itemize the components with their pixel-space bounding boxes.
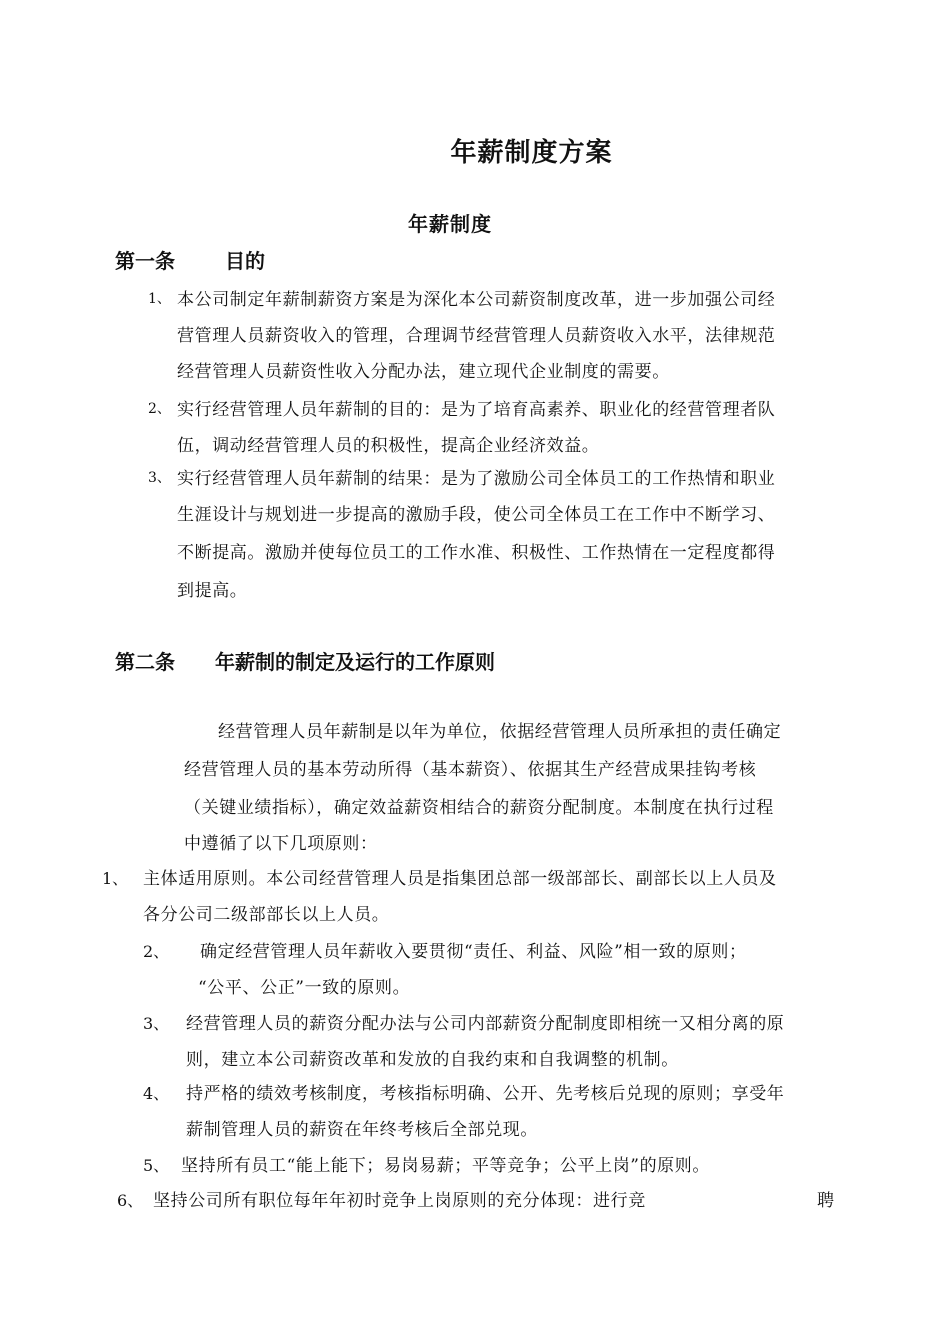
paragraph-line: 聘 (817, 1191, 835, 1211)
paragraph-line: 各分公司二级部部长以上人员。 (143, 905, 390, 925)
list-marker: 5、 (143, 1156, 170, 1175)
paragraph-line: 伍，调动经营管理人员的积极性，提高企业经济效益。 (177, 436, 600, 456)
list-marker: 1、 (102, 869, 129, 888)
paragraph-line: 薪制管理人员的薪资在年终考核后全部兑现。 (186, 1120, 538, 1140)
article-1-title: 目的 (225, 249, 265, 273)
intro-line: 中遵循了以下几项原则： (184, 834, 378, 854)
document-title: 年薪制度方案 (450, 138, 613, 168)
intro-line: （关键业绩指标），确定效益薪资相结合的薪资分配制度。本制度在执行过程 (184, 798, 774, 818)
article-2-title: 年薪制的制定及运行的工作原则 (215, 650, 495, 674)
article-1-heading (115, 245, 175, 274)
list-marker: 2、 (148, 401, 171, 417)
paragraph-line: 实行经营管理人员年薪制的目的：是为了培育高素养、职业化的经营管理者队 (177, 400, 776, 420)
list-marker: 6、 (117, 1191, 144, 1210)
paragraph-line: “公平、公正”一致的原则。 (198, 978, 411, 998)
paragraph-line: 则，建立本公司薪资改革和发放的自我约束和自我调整的机制。 (186, 1050, 679, 1070)
article-1-number: 第一条 (115, 249, 175, 273)
paragraph-line: 坚持公司所有职位每年年初时竞争上岗原则的充分体现：进行竞 (153, 1191, 646, 1211)
list-marker: 2、 (143, 942, 170, 961)
article-2-number: 第二条 (115, 650, 175, 674)
paragraph-line: 生涯设计与规划进一步提高的激励手段，使公司全体员工在工作中不断学习、 (177, 505, 776, 525)
paragraph-line: 实行经营管理人员年薪制的结果：是为了激励公司全体员工的工作热情和职业 (177, 469, 776, 489)
paragraph-line: 经营管理人员的薪资分配办法与公司内部薪资分配制度即相统一又相分离的原 (186, 1014, 785, 1034)
list-marker: 3、 (148, 470, 171, 486)
paragraph-line: 持严格的绩效考核制度，考核指标明确、公开、先考核后兑现的原则；享受年 (186, 1084, 785, 1104)
paragraph-line: 不断提高。激励并使每位员工的工作水准、积极性、工作热情在一定程度都得 (177, 543, 776, 563)
paragraph-line: 主体适用原则。本公司经营管理人员是指集团总部一级部部长、副部长以上人员及 (143, 869, 777, 889)
paragraph-line: 本公司制定年薪制薪资方案是为深化本公司薪资制度改革，进一步加强公司经 (177, 290, 776, 310)
list-marker: 4、 (143, 1084, 170, 1103)
paragraph-line: 坚持所有员工“能上能下；易岗易薪；平等竞争；公平上岗”的原则。 (181, 1156, 710, 1176)
intro-line: 经营管理人员年薪制是以年为单位，依据经营管理人员所承担的责任确定 (218, 722, 782, 742)
paragraph-line: 确定经营管理人员年薪收入要贯彻“责任、利益、风险”相一致的原则； (200, 942, 747, 962)
paragraph-line: 经营管理人员薪资性收入分配办法，建立现代企业制度的需要。 (177, 362, 670, 382)
document-subtitle: 年薪制度 (408, 212, 492, 236)
paragraph-line: 营管理人员薪资收入的管理，合理调节经营管理人员薪资收入水平，法律规范 (177, 326, 776, 346)
intro-line: 经营管理人员的基本劳动所得（基本薪资）、依据其生产经营成果挂钩考核 (184, 760, 757, 780)
list-marker: 1、 (148, 291, 171, 307)
paragraph-line: 到提高。 (177, 581, 248, 601)
list-marker: 3、 (143, 1014, 170, 1033)
